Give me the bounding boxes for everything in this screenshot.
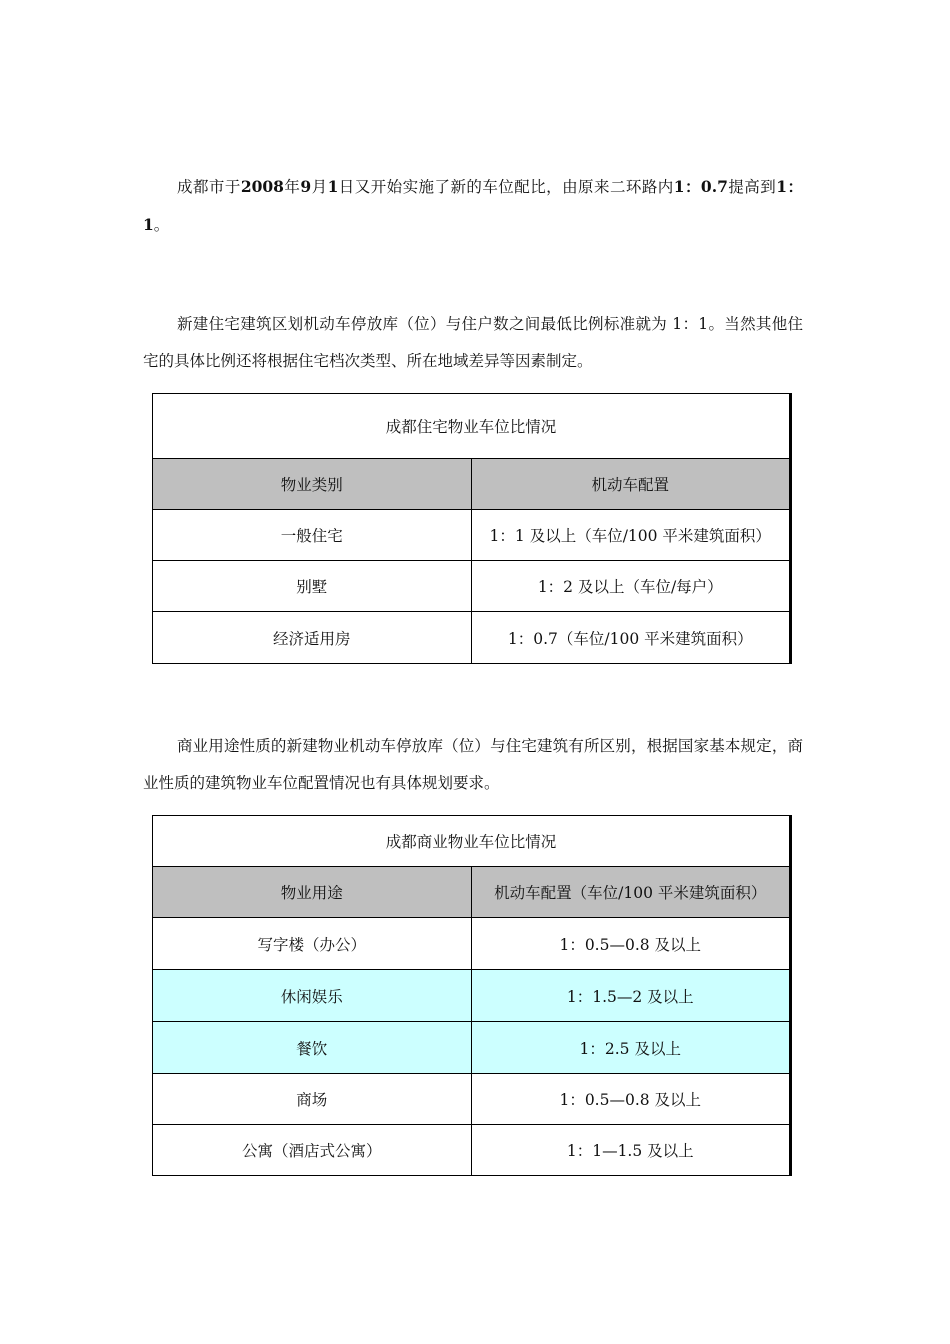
table-cell: 公寓（酒店式公寓） (153, 1125, 472, 1176)
column-header: 物业类别 (153, 459, 472, 510)
paragraph-parking-ratio-2008: 成都市于2008年9月1日又开始实施了新的车位配比，由原来二环路内1：0.7提高到1：1。 (143, 177, 803, 234)
table-cell: 商场 (153, 1074, 472, 1125)
column-header: 物业用途 (153, 867, 472, 918)
table-cell: 1：2.5 及以上 (471, 1022, 790, 1074)
table-cell: 1：1 及以上（车位/100 平米建筑面积） (471, 510, 790, 561)
table-row-highlighted (153, 1022, 790, 1074)
table-header-row (153, 867, 790, 918)
table-title-row (153, 816, 790, 867)
table-row (153, 561, 790, 612)
column-header: 机动车配置（车位/100 平米建筑面积） (471, 867, 790, 918)
table-cell: 1：0.7（车位/100 平米建筑面积） (471, 612, 790, 664)
column-header: 机动车配置 (471, 459, 790, 510)
table-row (153, 510, 790, 561)
table-header-row (153, 459, 790, 510)
table-right-border (789, 393, 792, 664)
table-row-highlighted (153, 970, 790, 1022)
table-row (153, 1074, 790, 1125)
table-title: 成都商业物业车位比情况 (153, 816, 790, 867)
table-cell: 经济适用房 (153, 612, 472, 664)
commercial-parking-table (152, 815, 790, 1176)
paragraph-residential-standard: 新建住宅建筑区划机动车停放库（位）与住户数之间最低比例标准就为 1：1。当然其他住宅的具体比例还将根据住宅档次类型、所在地域差异等因素制定。 (143, 315, 803, 370)
paragraph-commercial-standard: 商业用途性质的新建物业机动车停放库（位）与住宅建筑有所区别，根据国家基本规定，商业性质的建筑物业车位配置情况也有具体规划要求。 (143, 737, 803, 792)
table-cell: 一般住宅 (153, 510, 472, 561)
residential-parking-table (152, 393, 790, 664)
table-cell: 餐饮 (153, 1022, 472, 1074)
table-row (153, 918, 790, 970)
table-cell: 1：1—1.5 及以上 (471, 1125, 790, 1176)
table-cell: 别墅 (153, 561, 472, 612)
table-title: 成都住宅物业车位比情况 (153, 394, 790, 459)
table-cell: 1：0.5—0.8 及以上 (471, 918, 790, 970)
table-cell: 1：2 及以上（车位/每户） (471, 561, 790, 612)
table-right-border (789, 815, 792, 1176)
table-row (153, 612, 790, 664)
table-row (153, 1125, 790, 1176)
table-cell: 写字楼（办公） (153, 918, 472, 970)
table-title-row (153, 394, 790, 459)
table-cell: 休闲娱乐 (153, 970, 472, 1022)
table-cell: 1：0.5—0.8 及以上 (471, 1074, 790, 1125)
table-cell: 1：1.5—2 及以上 (471, 970, 790, 1022)
